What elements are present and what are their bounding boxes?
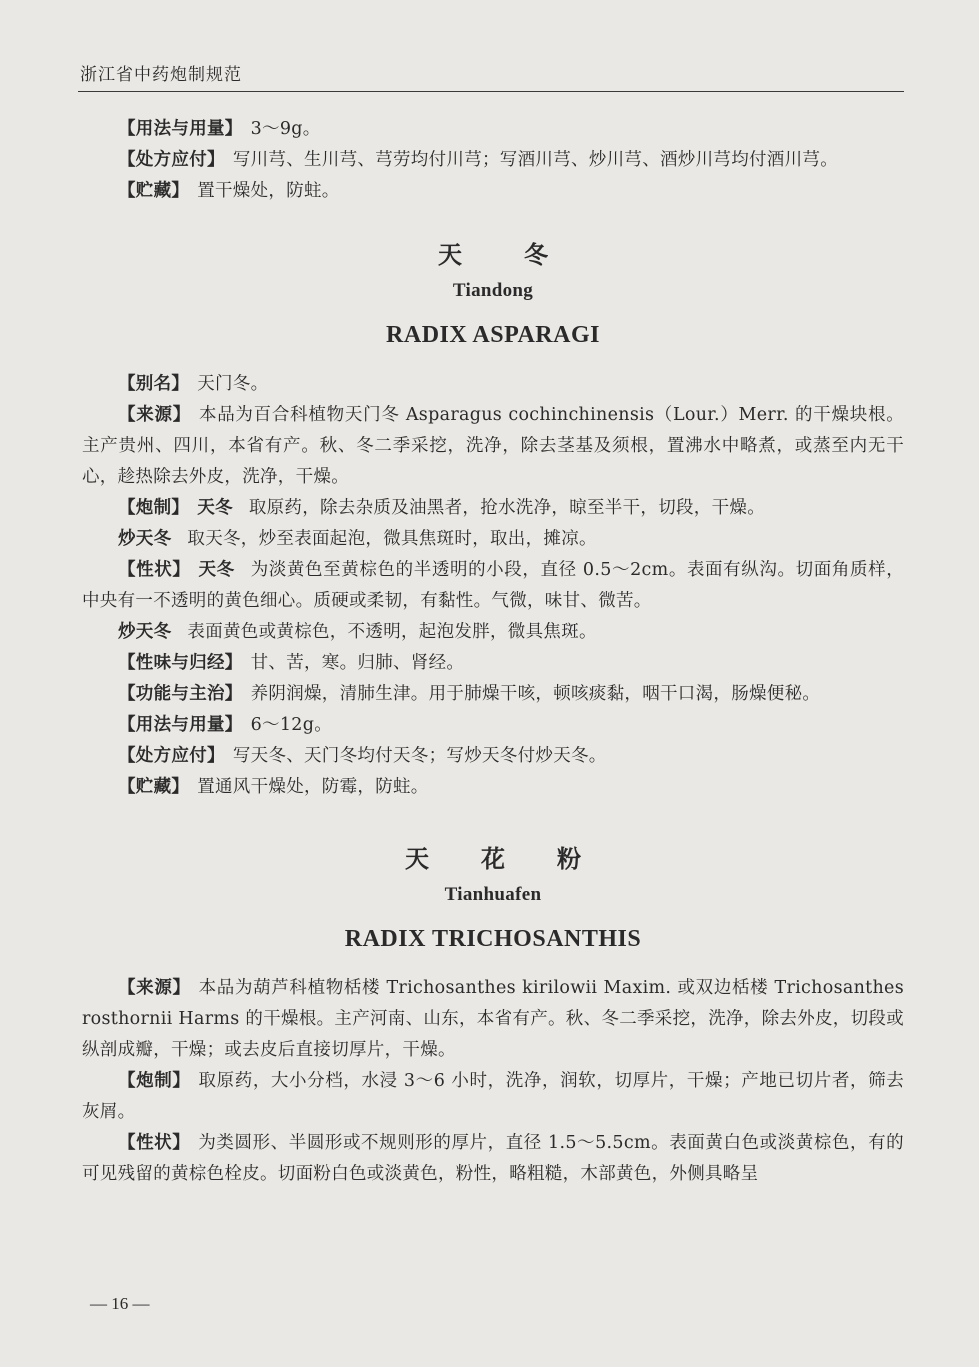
section-text: 为淡黄色至黄棕色的半透明的小段，直径 0.5～2cm。表面有纵沟。切面角质样，中央有一不透明的黄色细心。质硬或柔韧，有黏性。气微，味甘、微苦。 bbox=[82, 560, 905, 611]
section-text: 取原药，大小分档，水浸 3～6 小时，洗净，润软，切厚片，干燥；产地已切片者，筛去灰屑。 bbox=[82, 1071, 904, 1122]
section-text: 甘、苦，寒。归肺、肾经。 bbox=[250, 653, 465, 673]
sub-label: 天冬 bbox=[198, 560, 235, 580]
section-text: 6～12g。 bbox=[250, 715, 333, 735]
processing-sub-section bbox=[82, 524, 904, 555]
section-text: 养阴润燥，清肺生津。用于肺燥干咳，顿咳痰黏，咽干口渴，肠燥便秘。 bbox=[250, 684, 821, 704]
prev-usage bbox=[82, 114, 904, 145]
section-text: 置干燥处，防蛀。 bbox=[197, 181, 340, 201]
prev-prescription bbox=[82, 145, 904, 176]
section-text: 取原药，除去杂质及油黑者，抢水洗净，晾至半干，切段，干燥。 bbox=[248, 498, 766, 518]
section-text: 写川芎、生川芎、芎劳均付川芎；写酒川芎、炒川芎、酒炒川芎均付酒川芎。 bbox=[232, 150, 839, 170]
section-text: 表面黄色或黄棕色，不透明，起泡发胖，微具焦斑。 bbox=[187, 622, 597, 642]
section-label: 【别名】 bbox=[118, 374, 190, 394]
section-text: 取天冬，炒至表面起泡，微具焦斑时，取出，摊凉。 bbox=[187, 529, 597, 549]
page-number: — 16 — bbox=[90, 1294, 150, 1313]
sub-label: 天冬 bbox=[197, 498, 233, 518]
section-text: 为类圆形、半圆形或不规则形的厚片，直径 1.5～5.5cm。表面黄白色或淡黄棕色，有的可见残留的黄棕色栓皮。切面粉白色或淡黄色，粉性，略粗糙，木部黄色，外侧具略呈 bbox=[82, 1133, 904, 1184]
header-rule bbox=[78, 91, 904, 92]
sub-label: 炒天冬 bbox=[118, 622, 172, 642]
section-label: 【贮藏】 bbox=[118, 777, 190, 797]
processing-section bbox=[82, 493, 904, 524]
running-header: 浙江省中药炮制规范 bbox=[80, 65, 242, 85]
section-text: 写天冬、天门冬均付天冬；写炒天冬付炒天冬。 bbox=[232, 746, 607, 766]
section-text: 天门冬。 bbox=[197, 374, 269, 394]
section-label: 【性状】 bbox=[118, 560, 191, 580]
function-section bbox=[82, 679, 904, 710]
storage-section bbox=[82, 772, 904, 803]
sub-label: 炒天冬 bbox=[118, 529, 172, 549]
entry-title-zh: 天花粉 bbox=[405, 844, 633, 873]
section-text: 本品为葫芦科植物栝楼 Trichosanthes kirilowii Maxim. 或双边栝楼 Trichosanthes rosthornii Harms 的干燥根。主产河南、山东，本省有产。秋、冬二季采挖，洗净，除去外皮，切段或纵剖成瓣，干燥；或去皮后直接切厚片，干燥。 bbox=[82, 978, 905, 1060]
section-label: 【性状】 bbox=[118, 1133, 191, 1153]
characters-section bbox=[82, 555, 904, 617]
entry-title-zh: 天冬 bbox=[438, 240, 610, 269]
section-label: 【贮藏】 bbox=[118, 181, 190, 201]
section-label: 【处方应付】 bbox=[118, 150, 225, 170]
alias-section bbox=[82, 369, 904, 400]
section-label: 【炮制】 bbox=[118, 498, 190, 518]
usage-section bbox=[82, 710, 904, 741]
entry-title-latin: RADIX ASPARAGI bbox=[386, 322, 600, 348]
page-content bbox=[82, 114, 904, 1190]
section-label: 【性味与归经】 bbox=[118, 653, 243, 673]
section-label: 【处方应付】 bbox=[118, 746, 225, 766]
section-label: 【炮制】 bbox=[118, 1071, 191, 1091]
nature-section bbox=[82, 648, 904, 679]
prev-storage bbox=[82, 176, 904, 207]
section-label: 【来源】 bbox=[118, 405, 191, 425]
characters-section bbox=[82, 1128, 904, 1190]
source-section bbox=[82, 973, 904, 1066]
section-label: 【用法与用量】 bbox=[118, 715, 243, 735]
section-label: 【用法与用量】 bbox=[118, 119, 243, 139]
characters-sub-section bbox=[82, 617, 904, 648]
entry-title-pinyin: Tiandong bbox=[452, 280, 534, 301]
section-text: 本品为百合科植物天门冬 Asparagus cochinchinensis（Lour.）Merr. 的干燥块根。主产贵州、四川，本省有产。秋、冬二季采挖，洗净，除去茎基及须根，置沸水中略煮，或蒸至内无干心，趁热除去外皮，洗净，干燥。 bbox=[82, 405, 904, 487]
section-text: 置通风干燥处，防霉，防蛀。 bbox=[197, 777, 429, 797]
entry-title-pinyin: Tianhuafen bbox=[444, 884, 542, 905]
source-section bbox=[82, 400, 904, 493]
entry-title-latin: RADIX TRICHOSANTHIS bbox=[344, 926, 642, 952]
prescription-section bbox=[82, 741, 904, 772]
section-label: 【功能与主治】 bbox=[118, 684, 243, 704]
section-label: 【来源】 bbox=[118, 978, 191, 998]
processing-section bbox=[82, 1066, 904, 1128]
section-text: 3～9g。 bbox=[250, 119, 321, 139]
